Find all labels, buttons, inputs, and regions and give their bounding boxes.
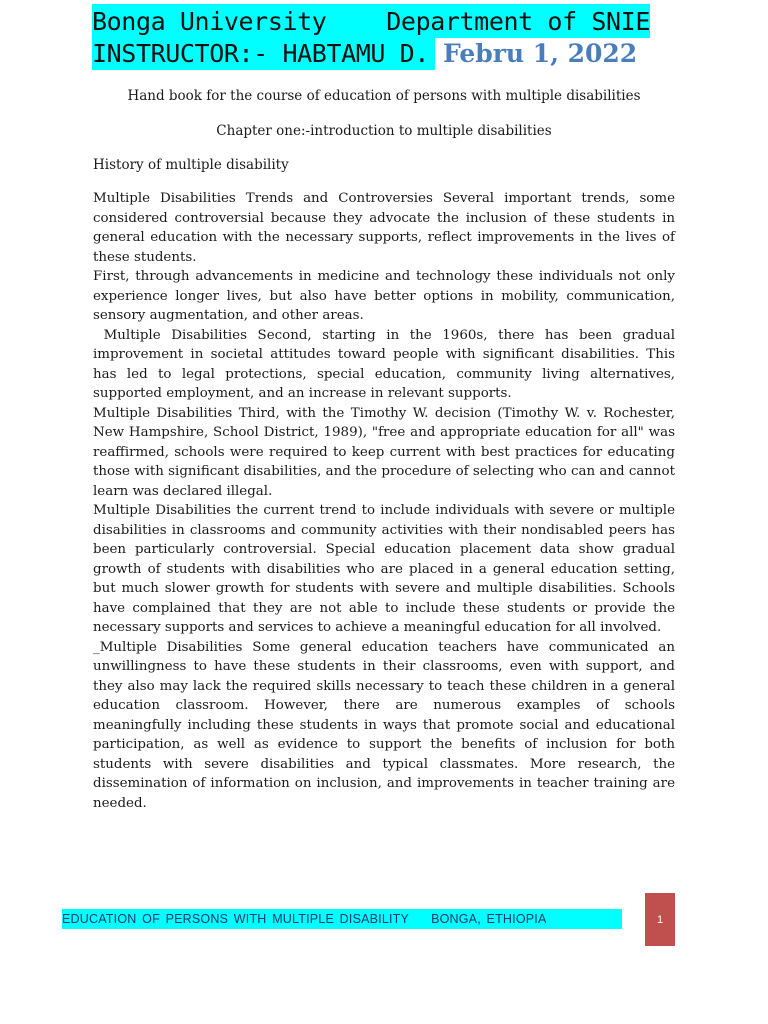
instructor-name: INSTRUCTOR:- HABTAMU D. [92,38,429,68]
footer-location: BONGA, ETHIOPIA [431,912,547,926]
document-date: Febru 1, 2022 [442,38,638,68]
header-highlight-2 [92,36,435,70]
body-text [93,189,680,813]
page-number: 1 [656,913,664,926]
paragraph: Multiple Disabilities Third, with the Timothy W. decision (Timothy W. v. Rochester, New Hampshire, School District, 1989), "free and appropriate education for all" was reaffirmed, schools were required to keep current with best practices for educating those with significant disabilities, and the procedure of selecting who can and cannot learn was declared illegal. [93,405,675,499]
paragraph: Multiple Disabilities Second, starting in the 1960s, there has been gradual improvement in societal attitudes toward people with significant disabilities. This has led to legal protections, special education, community living alternatives, supported employment, and an increase in relevant supports. [93,327,680,401]
handbook-title: Hand book for the course of education of persons with multiple disabilities [127,88,641,104]
header-highlight-1 [92,4,650,38]
paragraph: Multiple Disabilities Trends and Controversies Several important trends, some considered controversial because they advocate the inclusion of these students in general education with the necessary supports, reflect improvements in the lives of these students. [93,191,675,265]
university-name: Bonga University [92,6,327,36]
page-number-badge [645,893,675,946]
page-footer [62,909,622,929]
footer-course: EDUCATION OF PERSONS WITH MULTIPLE DISABILITY [62,912,410,926]
chapter-title: Chapter one:-introduction to multiple disabilities [216,123,552,139]
paragraph: _Multiple Disabilities Some general education teachers have communicated an unwillingness to have these students in their classrooms, even with support, and they also may lack the required skills necessary to teach these children in a general education classroom. However, there are numerous examples of schools meaningfully including these students in ways that promote social and educational participation, as well as evidence to support the benefits of inclusion for both students with severe disabilities and typical classmates. More research, the dissemination of information on inclusion, and improvements in teacher training are needed. [93,639,675,811]
paragraph: Multiple Disabilities the current trend to include individuals with severe or multiple disabilities in classrooms and community activities with their nondisabled peers has been particularly controversial. Special education placement data show gradual growth of students with disabilities who are placed in a general education setting, but much slower growth for students with severe and multiple disabilities. Schools have complained that they are not able to include these students or provide the necessary supports and services to achieve a meaningful education for all involved. [93,503,675,635]
header-line-1 [92,4,650,38]
header-line-2 [92,36,637,70]
paragraph: First, through advancements in medicine and technology these individuals not only experience longer lives, but also have better options in mobility, communication, sensory augmentation, and other areas. [93,269,675,323]
department-name: Department of SNIE [386,6,650,36]
section-heading: History of multiple disability [93,157,289,173]
